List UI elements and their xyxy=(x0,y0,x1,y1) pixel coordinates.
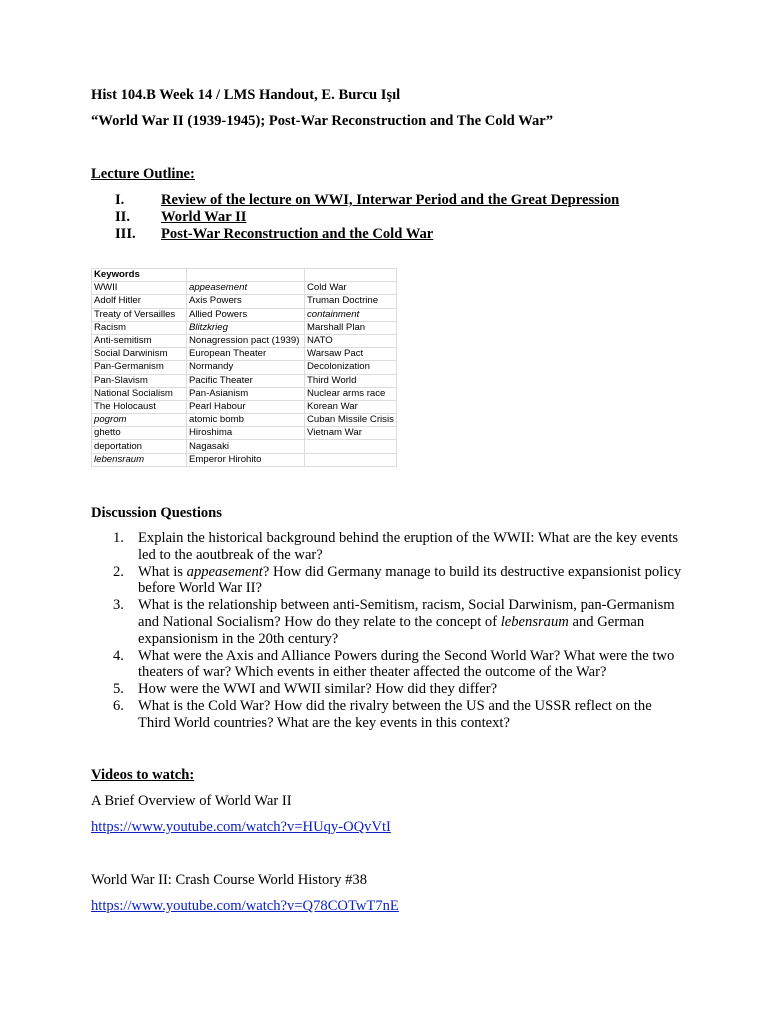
question-text: What were the Axis and Alliance Powers during the Second World War? What were the two theaters of war? Which events in either theater affected the outcome of the War? xyxy=(138,647,675,681)
videos-heading: Videos to watch: xyxy=(91,767,195,783)
question-item xyxy=(113,681,683,698)
table-cell: Treaty of Versailles xyxy=(92,308,187,321)
course-line: Hist 104.B Week 14 / LMS Handout, E. Burcu Işıl xyxy=(91,87,401,103)
table-cell: containment xyxy=(305,308,397,321)
question-number: 2. xyxy=(113,563,124,580)
table-cell: Third World xyxy=(305,374,397,387)
table-cell: Korean War xyxy=(305,400,397,413)
table-cell: Normandy xyxy=(187,361,305,374)
outline-item xyxy=(115,192,675,209)
table-cell: Nuclear arms race xyxy=(305,387,397,400)
table-cell: WWII xyxy=(92,282,187,295)
table-row xyxy=(92,334,397,347)
question-text-post: and German expansionism in the 20th century? xyxy=(138,613,645,647)
outline-text: Review of the lecture on WWI, Interwar Period and the Great Depression xyxy=(161,192,620,208)
table-cell: Anti-semitism xyxy=(92,334,187,347)
table-cell: Nonagression pact (1939) xyxy=(187,334,305,347)
table-row xyxy=(92,414,397,427)
table-row xyxy=(92,453,397,466)
outline-text: World War II xyxy=(161,209,247,225)
table-row xyxy=(92,308,397,321)
question-text: What is the Cold War? How did the rivalry between the US and the USSR reflect on the Third World countries? What are the key events in this context? xyxy=(138,697,652,731)
question-item xyxy=(113,698,683,732)
question-item xyxy=(113,648,683,682)
table-cell: Cold War xyxy=(305,282,397,295)
table-cell: ghetto xyxy=(92,427,187,440)
table-cell: atomic bomb xyxy=(187,414,305,427)
table-cell: Blitzkrieg xyxy=(187,321,305,334)
table-row xyxy=(92,295,397,308)
table-row xyxy=(92,400,397,413)
table-row xyxy=(92,321,397,334)
table-cell: pogrom xyxy=(92,414,187,427)
question-text: How were the WWI and WWII similar? How did they differ? xyxy=(138,681,498,698)
table-cell: Truman Doctrine xyxy=(305,295,397,308)
table-cell xyxy=(305,269,397,282)
question-item xyxy=(113,564,683,598)
table-cell xyxy=(305,453,397,466)
table-cell: appeasement xyxy=(187,282,305,295)
outline-number: I. xyxy=(115,192,125,208)
table-cell: Cuban Missile Crisis xyxy=(305,414,397,427)
question-text: Explain the historical background behind the eruption of the WWII: What are the key events led to the aoutbreak of the war? xyxy=(138,530,679,563)
table-row xyxy=(92,427,397,440)
lecture-outline xyxy=(115,192,675,243)
table-row xyxy=(92,348,397,361)
table-cell: National Socialism xyxy=(92,387,187,400)
table-row xyxy=(92,440,397,453)
keywords-header: Keywords xyxy=(92,269,187,282)
question-number: 1. xyxy=(113,530,124,546)
table-cell xyxy=(187,269,305,282)
table-cell: Nagasaki xyxy=(187,440,305,453)
question-number: 4. xyxy=(113,647,124,664)
outline-number: II. xyxy=(115,209,131,225)
table-cell: Adolf Hitler xyxy=(92,295,187,308)
question-emphasis: appeasement xyxy=(186,563,263,580)
table-cell: Allied Powers xyxy=(187,308,305,321)
video-title: World War II: Crash Course World History #38 xyxy=(91,872,368,888)
outline-number: III. xyxy=(115,226,136,242)
table-cell: Warsaw Pact xyxy=(305,348,397,361)
table-row xyxy=(92,374,397,387)
table-cell: The Holocaust xyxy=(92,400,187,413)
question-text-pre: What is the relationship between anti-Semitism, racism, Social Darwinism, pan-Germanism and National Socialism? How do they relate to the concept of xyxy=(138,597,675,630)
table-header-row xyxy=(92,269,397,282)
table-cell: Pearl Habour xyxy=(187,400,305,413)
outline-item xyxy=(115,226,675,243)
table-cell: Pan-Germanism xyxy=(92,361,187,374)
table-cell: Racism xyxy=(92,321,187,334)
question-text-post: ? How did Germany manage to build its destructive expansionist policy before World War II? xyxy=(138,563,682,597)
table-cell: Axis Powers xyxy=(187,295,305,308)
question-text xyxy=(138,564,683,598)
table-cell: Pacific Theater xyxy=(187,374,305,387)
table-cell: Hiroshima xyxy=(187,427,305,440)
video-title: A Brief Overview of World War II xyxy=(91,793,292,809)
table-cell: Emperor Hirohito xyxy=(187,453,305,466)
question-item xyxy=(113,530,683,564)
outline-heading: Lecture Outline: xyxy=(91,166,195,182)
outline-item xyxy=(115,209,675,226)
table-cell: European Theater xyxy=(187,348,305,361)
video-link[interactable]: https://www.youtube.com/watch?v=HUqy-OQvVtI xyxy=(91,819,391,835)
table-cell: Vietnam War xyxy=(305,427,397,440)
table-row xyxy=(92,361,397,374)
table-cell: NATO xyxy=(305,334,397,347)
question-item xyxy=(113,597,683,647)
outline-text: Post-War Reconstruction and the Cold War xyxy=(161,226,434,242)
handout-title: “World War II (1939-1945); Post-War Reconstruction and The Cold War” xyxy=(91,113,554,129)
table-cell: Pan-Asianism xyxy=(187,387,305,400)
question-number: 6. xyxy=(113,697,124,714)
discussion-questions xyxy=(113,530,683,732)
question-text xyxy=(138,597,683,647)
video-link[interactable]: https://www.youtube.com/watch?v=Q78COTwT7nE xyxy=(91,898,399,914)
table-cell: Social Darwinism xyxy=(92,348,187,361)
discussion-heading: Discussion Questions xyxy=(91,505,222,521)
table-cell: Pan-Slavism xyxy=(92,374,187,387)
table-row xyxy=(92,282,397,295)
question-text-pre: What is xyxy=(138,563,187,580)
table-cell xyxy=(305,440,397,453)
table-cell: Marshall Plan xyxy=(305,321,397,334)
table-cell: lebensraum xyxy=(92,453,187,466)
question-number: 5. xyxy=(113,681,124,698)
question-number: 3. xyxy=(113,597,124,614)
question-emphasis: lebensraum xyxy=(500,613,569,630)
table-cell: deportation xyxy=(92,440,187,453)
keywords-table xyxy=(91,268,397,467)
table-row xyxy=(92,387,397,400)
table-cell: Decolonization xyxy=(305,361,397,374)
